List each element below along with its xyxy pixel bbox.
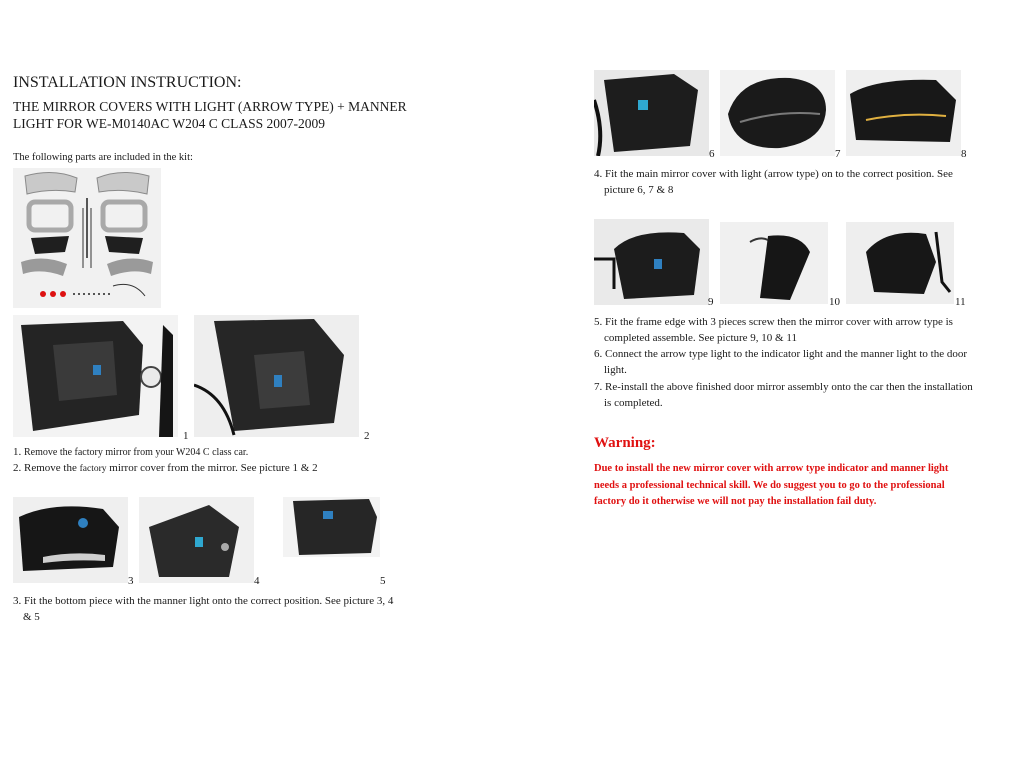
step-1-number: 1.	[13, 446, 22, 458]
picture-label-4: 4	[254, 575, 260, 587]
picture-8	[846, 70, 961, 156]
warning-line1: Due to install the new mirror cover with arrow type indicator and manner light	[594, 463, 949, 474]
kit-note: The following parts are included in the kit:	[13, 152, 193, 163]
step-1	[13, 446, 248, 459]
picture-label-1: 1	[183, 430, 189, 442]
step-1-text: Remove the factory mirror from your W204 C class car.	[24, 447, 249, 458]
step-4-line2: picture 6, 7 & 8	[604, 184, 674, 196]
warning-title: Warning:	[594, 435, 656, 451]
step-5-line2: completed assemble. See picture 9, 10 & 11	[604, 332, 797, 344]
kit-parts-photo	[13, 168, 161, 308]
step-2-small: factory	[79, 464, 107, 474]
picture-label-3: 3	[128, 575, 134, 587]
picture-6	[594, 70, 709, 156]
step-7-line1: 7. Re-install the above finished door mirror assembly onto the car then the installation	[594, 381, 973, 393]
step-3-line1: 3. Fit the bottom piece with the manner light onto the correct position. See picture 3, 4	[13, 595, 394, 607]
step-2-suffix: mirror cover from the mirror. See picture 1 & 2	[106, 462, 318, 474]
picture-label-11: 11	[955, 296, 966, 308]
warning-line2: needs a professional technical skill. We do suggest you to go to the professional	[594, 479, 945, 491]
step-4	[594, 166, 994, 198]
step-2	[13, 462, 318, 476]
warning-text	[594, 461, 1014, 511]
step-7-line2: is completed.	[604, 397, 663, 409]
step-6-line1: 6. Connect the arrow type light to the indicator light and the manner light to the door	[594, 348, 967, 360]
step-3-line2: & 5	[23, 611, 40, 623]
document-subtitle-line2: LIGHT FOR WE-M0140AC W204 C CLASS 2007-2009	[13, 116, 326, 131]
picture-4	[139, 497, 254, 583]
step-4-line1: 4. Fit the main mirror cover with light (arrow type) on to the correct position. See	[594, 168, 953, 180]
step-6	[594, 346, 1004, 378]
step-5	[594, 314, 1004, 346]
picture-1	[13, 315, 178, 437]
picture-5	[283, 497, 380, 557]
picture-label-2: 2	[364, 430, 370, 442]
picture-label-7: 7	[835, 148, 841, 160]
picture-3	[13, 497, 128, 583]
picture-label-5: 5	[380, 575, 386, 587]
step-3	[13, 593, 403, 625]
warning-line3: factory do it otherwise we will not pay the installation fail duty.	[594, 496, 877, 507]
picture-11	[846, 222, 954, 304]
picture-10	[720, 222, 828, 304]
picture-label-10: 10	[829, 296, 840, 308]
step-2-prefix: 2. Remove the	[13, 462, 80, 474]
picture-2	[194, 315, 359, 437]
picture-label-8: 8	[961, 148, 967, 160]
picture-7	[720, 70, 835, 156]
step-5-line1: 5. Fit the frame edge with 3 pieces screw then the mirror cover with arrow type is	[594, 316, 953, 328]
document-subtitle-line1: THE MIRROR COVERS WITH LIGHT (ARROW TYPE) + MANNER	[13, 99, 407, 114]
document-title: INSTALLATION INSTRUCTION:	[13, 74, 242, 91]
picture-label-6: 6	[709, 148, 715, 160]
step-6-line2: light.	[604, 364, 627, 376]
picture-9	[594, 219, 709, 305]
step-7	[594, 379, 1004, 411]
picture-label-9: 9	[708, 296, 714, 308]
